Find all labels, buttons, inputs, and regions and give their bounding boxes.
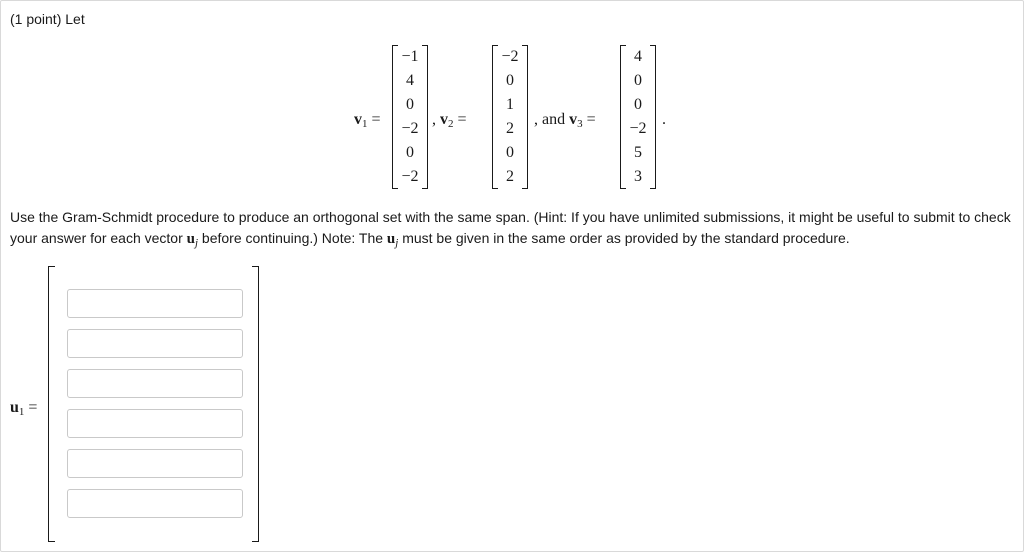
v3-entry: −2 (629, 120, 647, 137)
v1-entry: −2 (401, 120, 419, 137)
v1-entry: 4 (406, 72, 414, 89)
v3-entry: 5 (634, 144, 642, 161)
v2-entry: 2 (506, 120, 514, 137)
v2-entry: 2 (506, 168, 514, 185)
v3-entry: 4 (634, 48, 642, 65)
v1-label: $v_1$ = (354, 111, 381, 130)
v3-entry: 0 (634, 96, 642, 113)
v1-entry: −2 (401, 168, 419, 185)
u1-entry-5-input[interactable] (67, 449, 243, 478)
instructions: Use the Gram-Schmidt procedure to produce an orthogonal set with the same span. (Hint: If you have unlimited submissions, it might be useful to submit to check your answer for each vector $u_j$ before continuing.) Note: The $u_j$ must be given in the same order as provided by the standard procedure. (10, 209, 1011, 249)
u1-entry-4-input[interactable] (67, 409, 243, 438)
u1-entry-6-input[interactable] (67, 489, 243, 518)
v1-entry: 0 (406, 144, 414, 161)
u1-entry-3-input[interactable] (67, 369, 243, 398)
v1-matrix (392, 45, 428, 189)
v2-matrix (492, 45, 528, 189)
u1-label: $u_1$ = (10, 399, 38, 418)
v2-entry: 0 (506, 144, 514, 161)
answer-left-bracket (48, 266, 55, 542)
v3-matrix (620, 45, 656, 189)
v1-entry: 0 (406, 96, 414, 113)
v3-label: , and $v_3$ = (534, 111, 596, 130)
problem-intro: (1 point) Let (10, 11, 85, 27)
v2-label: , $v_2$ = (432, 111, 467, 130)
v3-entry: 0 (634, 72, 642, 89)
v2-entry: 0 (506, 72, 514, 89)
u1-entry-2-input[interactable] (67, 329, 243, 358)
v2-entry: −2 (501, 48, 519, 65)
v3-entry: 3 (634, 168, 642, 185)
v1-entry: −1 (401, 48, 419, 65)
u1-entry-1-input[interactable] (67, 289, 243, 318)
v2-entry: 1 (506, 96, 514, 113)
answer-right-bracket (252, 266, 259, 542)
period: . (662, 111, 666, 128)
